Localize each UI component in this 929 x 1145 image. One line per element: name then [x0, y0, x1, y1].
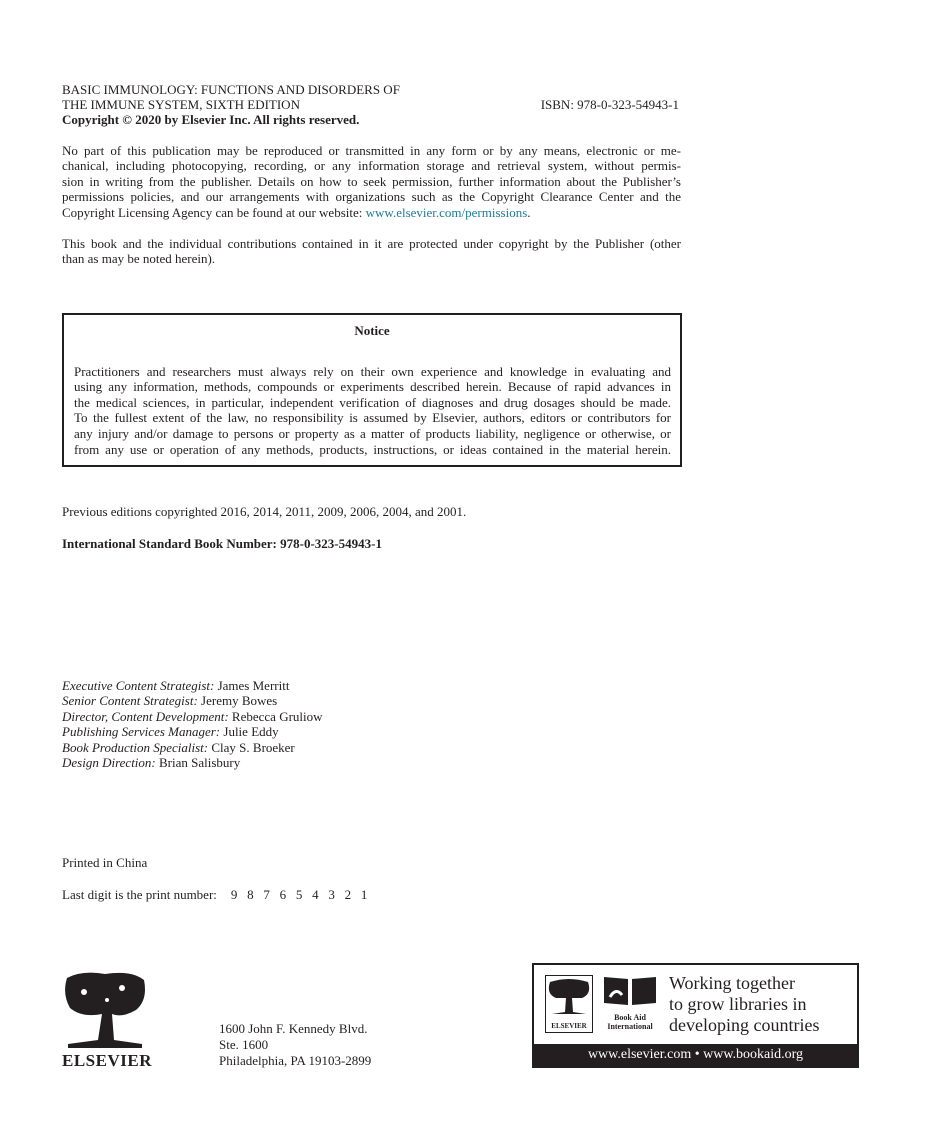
banner-elsevier-logo: [545, 975, 593, 1033]
credit-name: Jeremy Bowes: [197, 693, 278, 708]
slogan-line: developing countries: [669, 1015, 820, 1035]
isbn: ISBN: 978-0-323-54943-1: [540, 97, 679, 112]
credit-line: [62, 755, 240, 770]
credit-role: Publishing Services Manager:: [62, 724, 221, 739]
para2-line: This book and the individual contributions contained in it are protected under copyright by the Publisher (other: [62, 236, 681, 251]
credit-role: Design Direction:: [62, 755, 156, 770]
credit-line: [62, 693, 277, 708]
notice-box: [62, 313, 682, 467]
tree-icon: [546, 976, 592, 1018]
print-number-label: Last digit is the print number:: [62, 887, 217, 902]
address-line: 1600 John F. Kennedy Blvd.: [219, 1021, 368, 1036]
para2-line: than as may be noted herein).: [62, 251, 216, 266]
book-title-line2: THE IMMUNE SYSTEM, SIXTH EDITION: [62, 97, 300, 112]
notice-title: Notice: [354, 323, 390, 338]
open-book-icon: [602, 975, 658, 1009]
credit-line: [62, 724, 279, 739]
permissions-link[interactable]: www.elsevier.com/permissions: [365, 205, 528, 220]
notice-line: the medical sciences, in particular, independent verification of diagnoses and drug dosages should be made.: [74, 395, 671, 410]
para1-line: permissions policies, and our arrangements with organizations such as the Copyright Clearance Center and the: [62, 189, 681, 204]
notice-line: using any information, methods, compounds or experiments described herein. Because of rapid advances in: [74, 379, 671, 394]
para1-line: chanical, including photocopying, recording, or any information storage and retrieval system, without permis-: [62, 158, 681, 173]
credit-name: Brian Salisbury: [155, 755, 241, 770]
notice-line: any injury and/or damage to persons or property as a matter of products liability, negligence or otherwise, or: [74, 426, 671, 441]
credit-name: James Merritt: [214, 678, 290, 693]
copyright-line: Copyright © 2020 by Elsevier Inc. All rights reserved.: [62, 112, 360, 127]
previous-editions: Previous editions copyrighted 2016, 2014, 2011, 2009, 2006, 2004, and 2001.: [62, 504, 467, 519]
book-title-line1: BASIC IMMUNOLOGY: FUNCTIONS AND DISORDERS OF: [62, 82, 400, 97]
elsevier-logo: [62, 970, 152, 1070]
notice-line: from any use or operation of any methods, products, instructions, or ideas contained in the material herein.: [74, 442, 671, 457]
credit-role: Book Production Specialist:: [62, 740, 209, 755]
slogan-line: to grow libraries in: [669, 994, 807, 1014]
para1-last-line: [62, 205, 531, 220]
credit-name: Rebecca Gruliow: [228, 709, 323, 724]
bookaid-logo: [602, 975, 658, 1033]
notice-line: To the fullest extent of the law, no responsibility is assumed by Elsevier, authors, editors or contributors for: [74, 410, 671, 425]
slogan-line: Working together: [669, 973, 796, 993]
elsevier-wordmark: ELSEVIER: [62, 1051, 152, 1070]
para1-line: sion in writing from the publisher. Details on how to seek permission, further information about the Publisher’s: [62, 174, 681, 189]
printed-in: Printed in China: [62, 855, 148, 870]
elsevier-tree-icon: [62, 970, 148, 1048]
credit-role: Executive Content Strategist:: [62, 678, 215, 693]
bookaid-text: Book Aid International: [607, 1013, 653, 1031]
credit-line: [62, 709, 323, 724]
address-line: Philadelphia, PA 19103-2899: [219, 1053, 372, 1068]
credit-line: [62, 678, 289, 693]
banner-footer-urls[interactable]: www.elsevier.com • www.bookaid.org: [534, 1044, 857, 1066]
notice-line: Practitioners and researchers must always rely on their own experience and knowledge in evaluating and: [74, 364, 671, 379]
print-number: [62, 887, 367, 902]
address-line: Ste. 1600: [219, 1037, 269, 1052]
credit-role: Director, Content Development:: [62, 709, 229, 724]
credit-name: Clay S. Broeker: [208, 740, 295, 755]
para1-line: No part of this publication may be reproduced or transmitted in any form or by any means, electronic or me-: [62, 143, 681, 158]
banner-slogan: [669, 973, 819, 1036]
credit-role: Senior Content Strategist:: [62, 693, 198, 708]
isbn-full: International Standard Book Number: 978-0-323-54943-1: [62, 536, 382, 551]
banner-elsevier-text: ELSEVIER: [551, 1022, 587, 1030]
print-digits: 9 8 7 6 5 4 3 2 1: [230, 887, 368, 902]
credit-name: Julie Eddy: [220, 724, 279, 739]
para1-text: Copyright Licensing Agency can be found at our website:: [62, 205, 366, 220]
period: .: [527, 205, 531, 220]
credit-line: [62, 740, 295, 755]
book-aid-banner: [532, 963, 859, 1068]
